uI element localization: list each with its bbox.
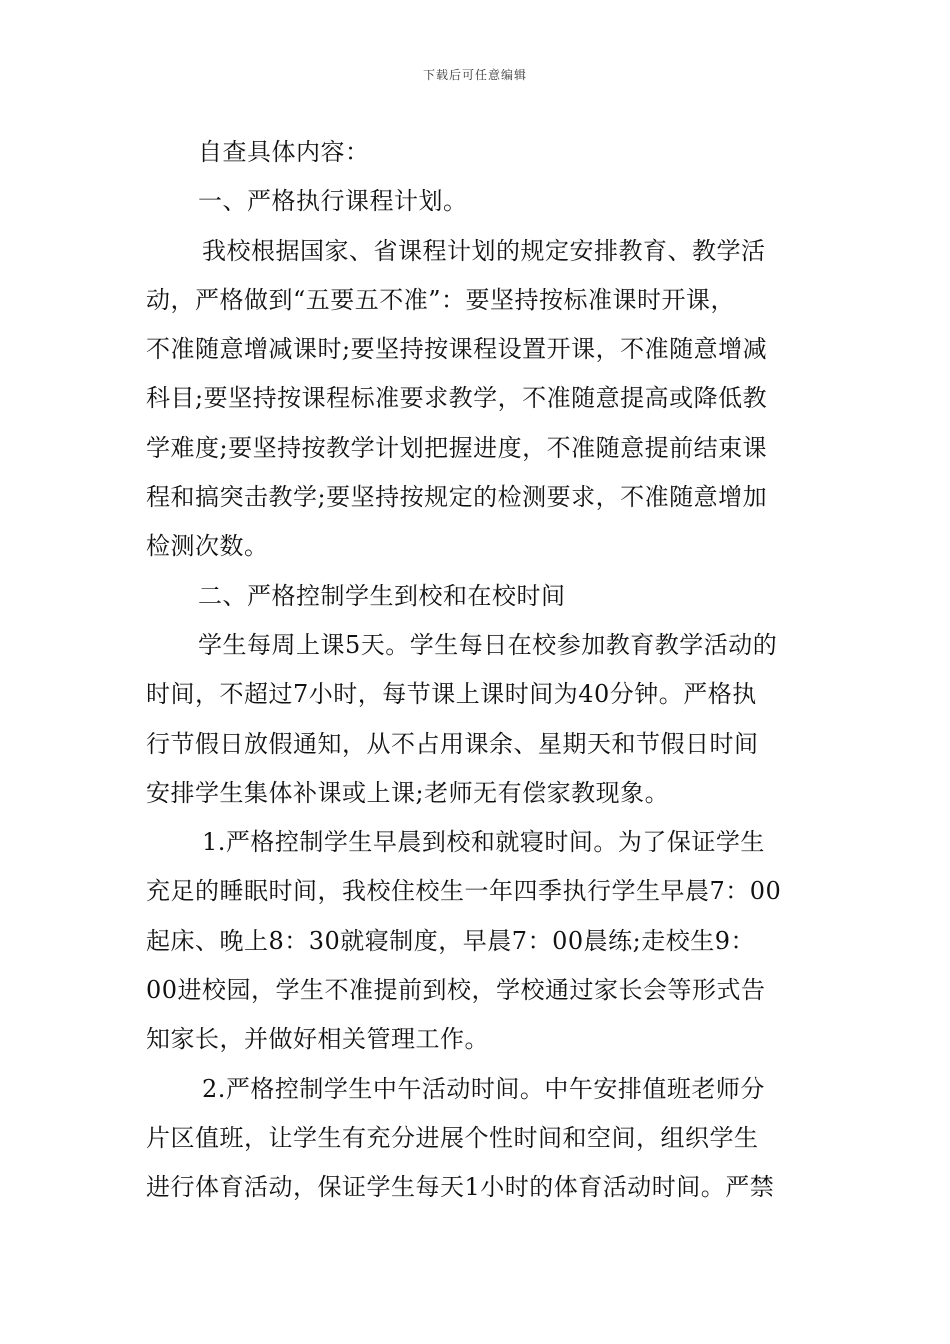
- paragraph-line: 安排学生集体补课或上课;老师无有偿家教现象。: [146, 778, 670, 807]
- document-body: [146, 128, 806, 1213]
- paragraph-line: 片区值班，让学生有充分进展个性时间和空间，组织学生: [146, 1123, 759, 1152]
- paragraph-line: 检测次数。: [146, 532, 269, 561]
- paragraph-line: 程和搞突击教学;要坚持按规定的检测要求，不准随意增加: [146, 483, 768, 512]
- section-one-heading: 一、严格执行课程计划。: [198, 187, 468, 216]
- paragraph-line: 不准随意增减课时;要坚持按课程设置开课，不准随意增减: [146, 335, 768, 364]
- paragraph-line: 科目;要坚持按课程标准要求教学，不准随意提高或降低教: [146, 384, 768, 413]
- paragraph-line: 时间，不超过7小时，每节课上课时间为40分钟。严格执: [146, 680, 757, 709]
- section-intro-heading: 自查具体内容：: [198, 138, 370, 166]
- page-header-note: 下载后可任意编辑: [422, 68, 527, 82]
- paragraph-line: 学难度;要坚持按教学计划把握进度，不准随意提前结束课: [146, 433, 768, 462]
- paragraph-line: 00进校园，学生不准提前到校，学校通过家长会等形式告: [146, 976, 766, 1005]
- paragraph-line: 1.严格控制学生早晨到校和就寝时间。为了保证学生: [202, 828, 765, 857]
- paragraph-line: 知家长，并做好相关管理工作。: [146, 1025, 489, 1054]
- paragraph-line: 动，严格做到“五要五不准”：要坚持按标准课时开课，: [146, 285, 736, 314]
- paragraph-line: 起床、晚上8：30就寝制度，早晨7：00晨练;走校生9：: [146, 926, 755, 955]
- paragraph-line: 2.严格控制学生中午活动时间。中午安排值班老师分: [202, 1074, 765, 1103]
- paragraph-line: 进行体育活动，保证学生每天1小时的体育活动时间。严禁: [146, 1173, 775, 1202]
- section-two-heading: 二、严格控制学生到校和在校时间: [198, 581, 566, 610]
- paragraph-line: 充足的睡眠时间，我校住校生一年四季执行学生早晨7：00: [146, 877, 782, 906]
- paragraph-line: 学生每周上课5天。学生每日在校参加教育教学活动的: [198, 630, 778, 659]
- paragraph-line: 我校根据国家、省课程计划的规定安排教育、教学活: [202, 236, 766, 265]
- paragraph-line: 行节假日放假通知，从不占用课余、星期天和节假日时间: [146, 729, 759, 758]
